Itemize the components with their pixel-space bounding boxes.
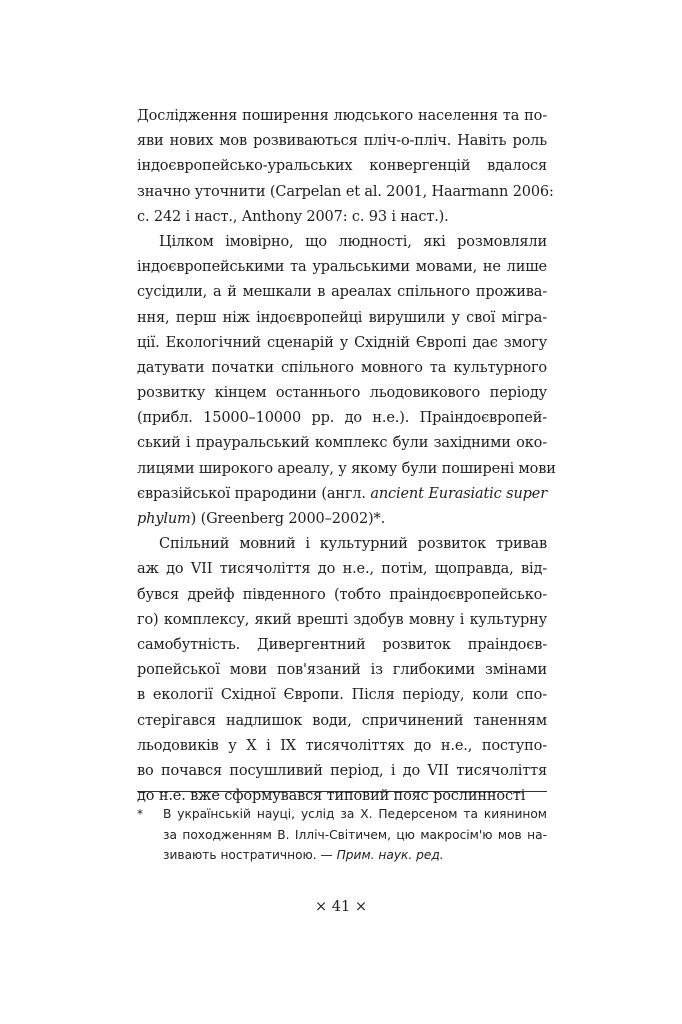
text-line: Цілком імовірно, що людності, які розмовляли — [159, 233, 547, 250]
text-line: го) комплексу, який врешті здобув мовну і культурну — [137, 611, 547, 628]
text-line: ції. Екологічний сценарій у Східній Європі дає змогу — [137, 334, 547, 351]
text-line: аж до VII тисячоліття до н.е., потім, щоправда, від- — [137, 561, 547, 578]
text-line: лицями широкого ареалу, у якому були поширені мови — [137, 460, 556, 477]
text-line: значно уточнити (Carpelan et al. 2001, Haarmann 2006: — [137, 183, 554, 200]
text-line: розвитку кінцем останнього льодовикового періоду — [137, 385, 547, 402]
paragraph — [137, 532, 547, 809]
text-line: до н.е. вже сформувався типовий пояс рослинності — [137, 788, 526, 805]
paragraph — [137, 104, 554, 230]
footnote-line: В українській науці, услід за Х. Педерсеном та киянином — [163, 807, 547, 821]
text-line: Спільний мовний і культурний розвиток тривав — [159, 536, 547, 553]
text-line: самобутність. Дивергентний розвиток праіндоєв- — [137, 636, 547, 653]
text-line: phylum) (Greenberg 2000–2002)*. — [137, 511, 386, 527]
text-line: ський і прауральський комплекс були західними око- — [137, 435, 547, 452]
footnote-line: за походженням В. Ілліч-Світичем, цю макросім'ю мов на- — [163, 827, 547, 842]
text-line: льодовиків у X і IX тисячоліттях до н.е., поступо- — [137, 737, 547, 754]
text-line: яви нових мов розвиваються пліч-о-пліч. Навіть роль — [137, 133, 547, 150]
text-line: датувати початки спільного мовного та культурного — [137, 359, 547, 376]
footnote-line: зивають ностратичною. — Прим. наук. ред. — [163, 848, 444, 862]
text-line: євразійської прародини (англ. ancient Eurasiatic super — [137, 485, 547, 502]
text-line: во почався посушливий період, і до VII тисячоліття — [137, 762, 547, 779]
text-line: ропейської мови пов'язаний із глибокими змінами — [137, 662, 547, 679]
page-number: × 41 × — [315, 899, 367, 915]
text-line: ння, перш ніж індоєвропейці вирушили у свої мігра- — [137, 309, 547, 326]
text-line: стерігався надлишок води, спричинений таненням — [137, 712, 547, 729]
footnote-mark: * — [137, 807, 144, 821]
footnote — [137, 804, 547, 866]
paragraph — [137, 230, 556, 532]
footnote-rule — [137, 791, 547, 792]
text-line: Дослідження поширення людського населення та по- — [137, 108, 547, 124]
footnote-text — [163, 804, 547, 866]
text-line: сусідили, а й мешкали в ареалах спільного прожива- — [137, 284, 547, 301]
text-line: (прибл. 15000–10000 рр. до н.е.). Праіндоєвропей- — [137, 410, 547, 427]
text-line: с. 242 і наст., Anthony 2007: с. 93 і наст.). — [137, 208, 449, 225]
text-line: в екології Східної Європи. Після періоду, коли спо- — [137, 687, 547, 704]
main-text — [137, 104, 556, 809]
text-line: індоєвропейсько-уральських конвергенцій вдалося — [137, 158, 547, 175]
text-line: бувся дрейф південного (тобто праіндоєвропейсько- — [137, 586, 547, 603]
text-line: індоєвропейськими та уральськими мовами, не лише — [137, 259, 547, 276]
